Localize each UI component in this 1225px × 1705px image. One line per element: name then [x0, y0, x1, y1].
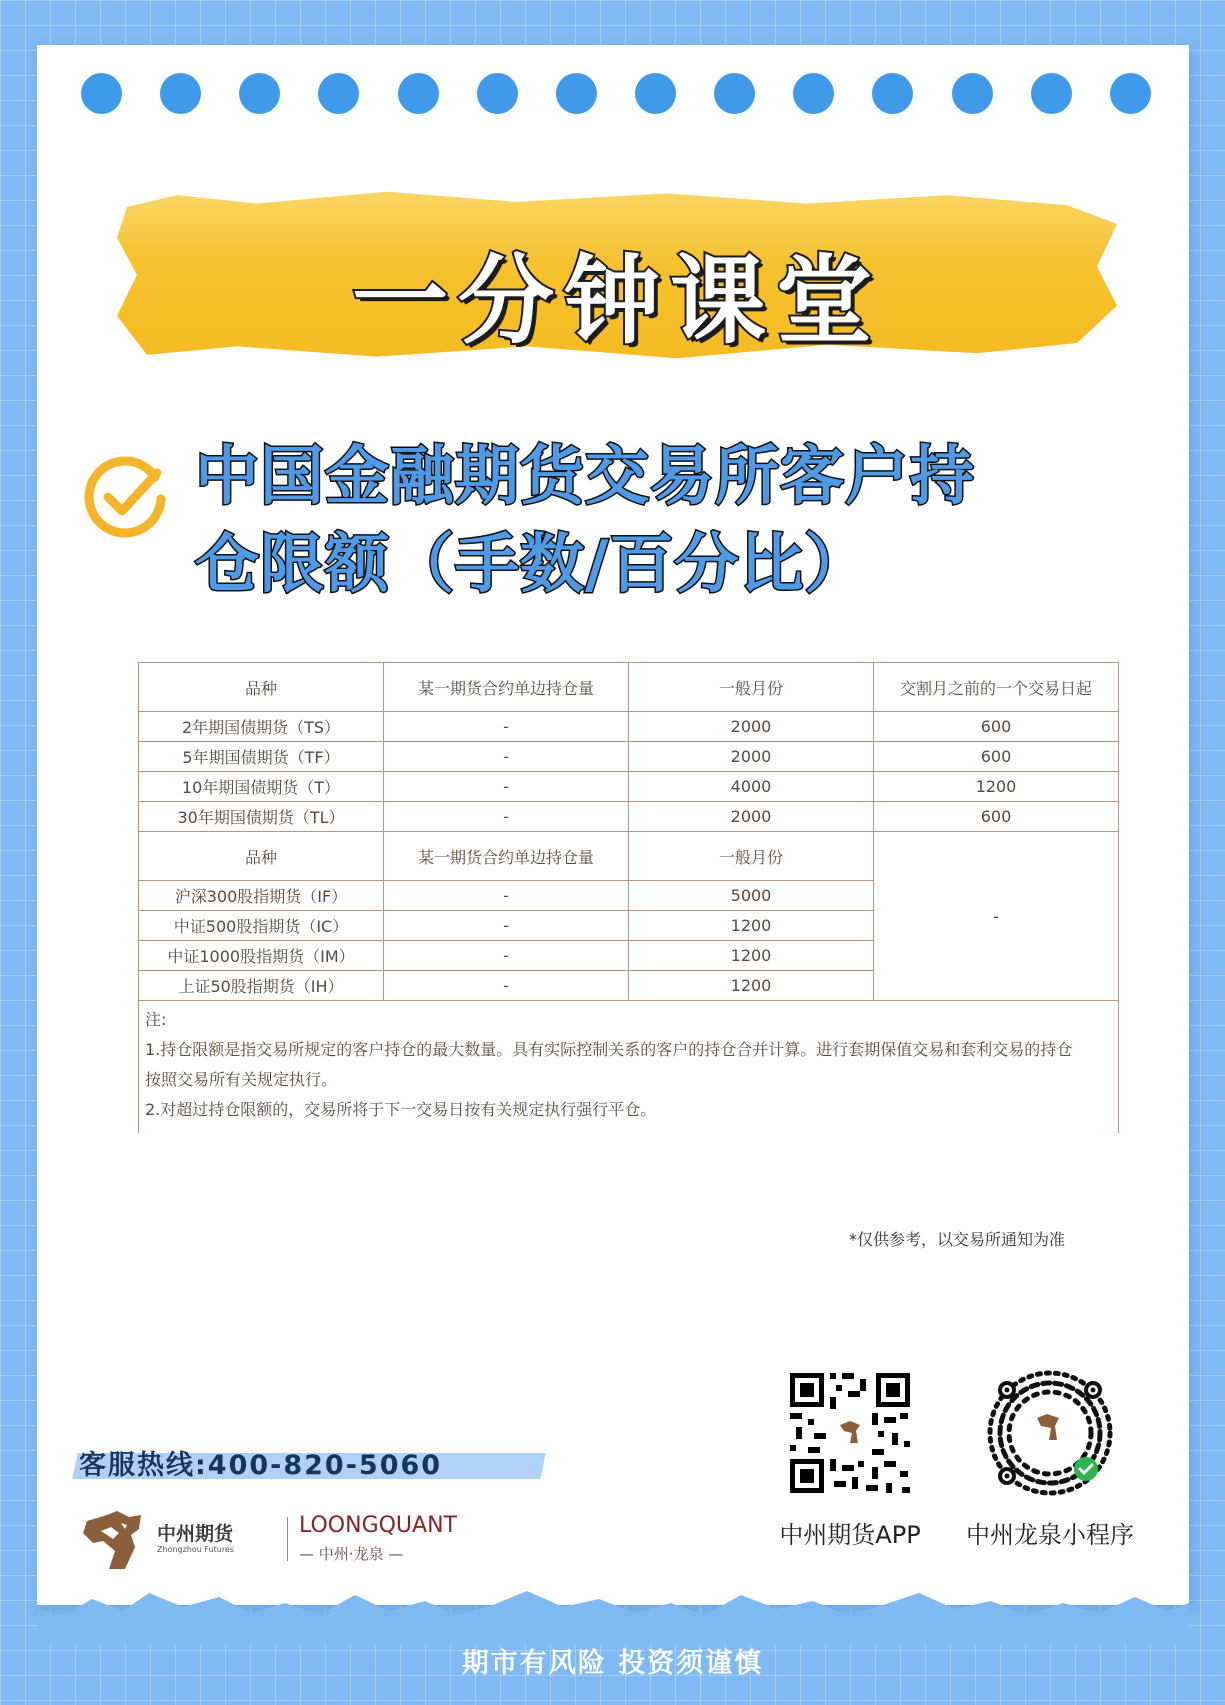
- page-title: 一分钟课堂: [352, 245, 882, 357]
- table-header-row: [139, 663, 1119, 712]
- qr-app-label: 中州期货APP: [779, 1521, 921, 1549]
- paper-sheet: [37, 45, 1189, 1605]
- binder-hole: [160, 73, 201, 114]
- disclaimer-text: *仅供参考，以交易所通知为准: [848, 1230, 1065, 1249]
- pre-delivery-cell: 600: [874, 712, 1119, 742]
- table-row: [139, 742, 1119, 772]
- binder-holes: [81, 73, 1151, 115]
- company-name-en: Zhongzhou Futures: [157, 1545, 235, 1554]
- general-month-cell: 1200: [629, 941, 874, 971]
- general-month-cell: 2000: [629, 802, 874, 832]
- brand-name: LOONGQUANT: [299, 1513, 457, 1538]
- general-month-cell: 1200: [629, 911, 874, 941]
- binder-hole: [872, 73, 913, 114]
- logo-divider: [287, 1517, 288, 1561]
- risk-warning-footer: 期市有风险 投资须谨慎: [461, 1648, 764, 1679]
- binder-hole: [1031, 73, 1072, 114]
- binder-hole: [556, 73, 597, 114]
- note-line: 按照交易所有关规定执行。: [145, 1070, 338, 1089]
- table-notes-row: [139, 1001, 1119, 1134]
- column-header: 品种: [139, 663, 384, 712]
- binder-hole: [635, 73, 676, 114]
- check-circle-icon: [83, 453, 169, 539]
- subtitle-line-2: 仓限额（手数/百分比）: [195, 528, 870, 602]
- single-side-cell: -: [384, 802, 629, 832]
- column-header: 品种: [139, 832, 384, 881]
- product-cell: 30年期国债期货（TL）: [139, 802, 384, 832]
- company-name-cn: 中州期货: [157, 1523, 234, 1545]
- general-month-cell: 1200: [629, 971, 874, 1001]
- binder-hole: [952, 73, 993, 114]
- pre-delivery-cell: 600: [874, 742, 1119, 772]
- product-cell: 5年期国债期货（TF）: [139, 742, 384, 772]
- column-header: 交割月之前的一个交易日起: [874, 663, 1119, 712]
- single-side-cell: -: [384, 772, 629, 802]
- table-row: [139, 712, 1119, 742]
- binder-hole: [318, 73, 359, 114]
- note-line: 2.对超过持仓限额的，交易所将于下一交易日按有关规定执行强行平仓。: [145, 1100, 657, 1119]
- tiger-logo-icon: [81, 1511, 145, 1569]
- binder-hole: [239, 73, 280, 114]
- single-side-cell: -: [384, 941, 629, 971]
- general-month-cell: 2000: [629, 712, 874, 742]
- binder-hole: [793, 73, 834, 114]
- product-cell: 2年期国债期货（TS）: [139, 712, 384, 742]
- qr-miniprogram-label: 中州龙泉小程序: [966, 1521, 1134, 1549]
- general-month-cell: 2000: [629, 742, 874, 772]
- product-cell: 中证1000股指期货（IM）: [139, 941, 384, 971]
- binder-hole: [398, 73, 439, 114]
- general-month-cell: 5000: [629, 881, 874, 911]
- company-logo: [81, 1509, 481, 1575]
- torn-paper-edge: [37, 1585, 1189, 1645]
- table-row: [139, 772, 1119, 802]
- note-heading: 注:: [145, 1010, 167, 1029]
- subtitle: [195, 433, 1155, 609]
- product-cell: 沪深300股指期货（IF）: [139, 881, 384, 911]
- single-side-cell: -: [384, 742, 629, 772]
- column-header: 一般月份: [629, 663, 874, 712]
- single-side-cell: -: [384, 911, 629, 941]
- position-limit-table: [138, 662, 1119, 1133]
- note-line: 1.持仓限额是指交易所规定的客户持仓的最大数量。具有实际控制关系的客户的持仓合并计算。进行套期保值交易和套利交易的持仓: [145, 1040, 1073, 1059]
- binder-hole: [477, 73, 518, 114]
- merged-pre-delivery-cell: -: [874, 832, 1119, 1001]
- table-row: [139, 802, 1119, 832]
- product-cell: 上证50股指期货（IH）: [139, 971, 384, 1001]
- notes-cell: [139, 1001, 1119, 1134]
- pre-delivery-cell: 1200: [874, 772, 1119, 802]
- single-side-cell: -: [384, 971, 629, 1001]
- column-header: 某一期货合约单边持仓量: [384, 663, 629, 712]
- single-side-cell: -: [384, 881, 629, 911]
- product-cell: 中证500股指期货（IC）: [139, 911, 384, 941]
- qr-code-icon: [788, 1371, 912, 1495]
- pre-delivery-cell: 600: [874, 802, 1119, 832]
- subtitle-line-1: 中国金融期货交易所客户持: [195, 440, 975, 514]
- binder-hole: [1110, 73, 1151, 114]
- column-header: 某一期货合约单边持仓量: [384, 832, 629, 881]
- hotline-text: 客服热线:400-820-5060: [79, 1450, 443, 1481]
- general-month-cell: 4000: [629, 772, 874, 802]
- brand-subtitle: — 中州·龙泉 —: [299, 1545, 404, 1563]
- table-header-row: [139, 832, 1119, 881]
- column-header: 一般月份: [629, 832, 874, 881]
- binder-hole: [81, 73, 122, 114]
- mini-program-code-icon: [985, 1368, 1115, 1498]
- product-cell: 10年期国债期货（T）: [139, 772, 384, 802]
- binder-hole: [714, 73, 755, 114]
- single-side-cell: -: [384, 712, 629, 742]
